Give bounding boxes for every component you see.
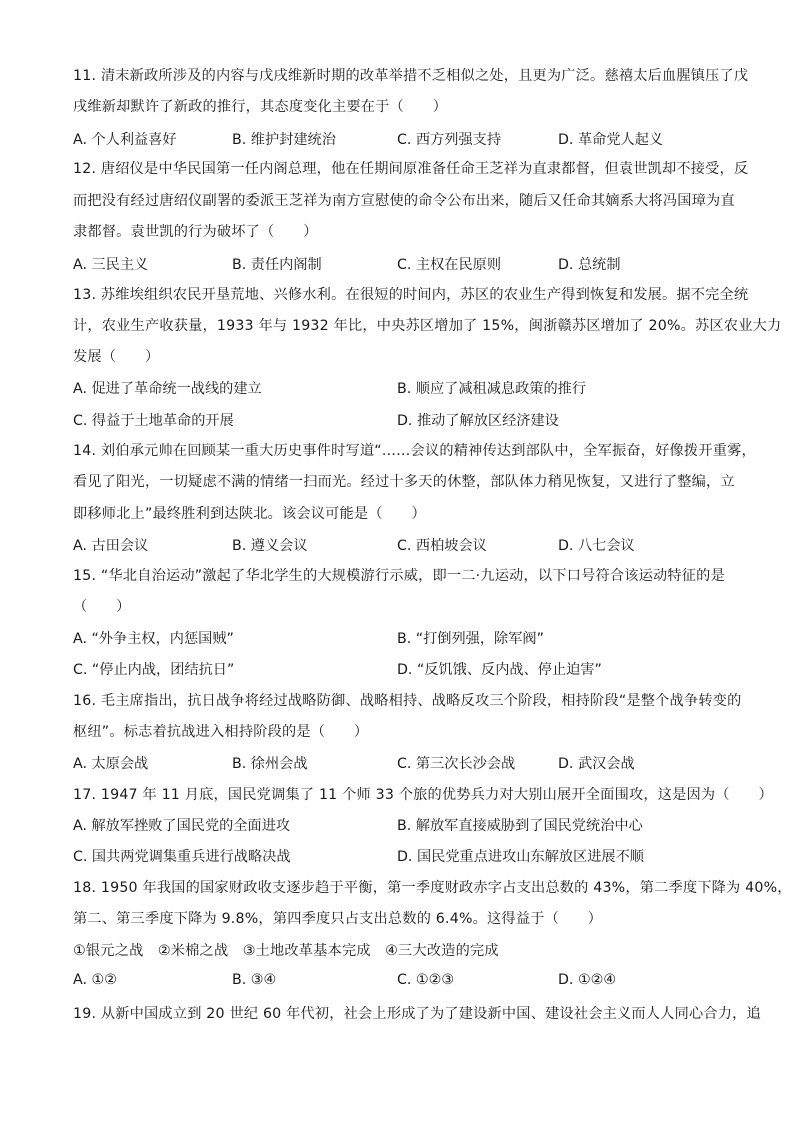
option-b: B. 维护封建统治 xyxy=(232,132,336,148)
option-d: D. 八七会议 xyxy=(558,538,635,554)
option-c: C. “停止内战，团结抗日” xyxy=(73,662,235,678)
option-a: A. ①② xyxy=(73,972,117,988)
option-b: B. “打倒列强，除军阀” xyxy=(397,631,544,647)
option-d: D. 推动了解放区经济建设 xyxy=(397,413,559,429)
option-a: A. 三民主义 xyxy=(73,257,149,273)
option-a: A. 太原会战 xyxy=(73,756,149,772)
question-stem: 13. 苏维埃组织农民开垦荒地、兴修水利。在很短的时间内，苏区的农业生产得到恢复和发展。据不完全统 xyxy=(73,287,749,303)
question-stem: 发展（ ） xyxy=(73,349,160,365)
question-stem: 戌维新却默许了新政的推行，其态度变化主要在于（ ） xyxy=(73,99,448,115)
option-c: C. 国共两党调集重兵进行战略决战 xyxy=(73,849,291,865)
option-c: C. 西方列强支持 xyxy=(397,132,502,148)
option-d: D. 武汉会战 xyxy=(558,756,635,772)
option-a: A. 解放军挫败了国民党的全面进攻 xyxy=(73,818,291,834)
question-stem: 15. “华北自治运动”激起了华北学生的大规模游行示威，即一二·九运动，以下口号符合该运动特征的是 xyxy=(73,568,725,584)
question-stem: 即移师北上”最终胜利到达陕北。该会议可能是（ ） xyxy=(73,506,426,522)
question-stem: 计，农业生产收获量，1933 年与 1932 年比，中央苏区增加了 15%，闽浙赣苏区增加了 20%。苏区农业大力 xyxy=(73,318,782,334)
option-a: A. 促进了革命统一战线的建立 xyxy=(73,381,262,397)
question-stem: 16. 毛主席指出，抗日战争将经过战略防御、战略相持、战略反攻三个阶段，相持阶段“是整个战争转变的 xyxy=(73,693,742,709)
question-stem: 17. 1947 年 11 月底，国民党调集了 11 个师 33 个旅的优势兵力对大别山展开全面围攻，这是因为（ ） xyxy=(73,787,773,803)
question-stem: 12. 唐绍仪是中华民国第一任内阁总理，他在任期间原准备任命王芝祥为直隶都督，但袁世凯却不接受，反 xyxy=(73,161,749,177)
option-d: D. 革命党人起义 xyxy=(558,132,664,148)
option-c: C. ①②③ xyxy=(397,972,455,988)
option-c: C. 主权在民原则 xyxy=(397,257,502,273)
option-b: B. 顺应了减租减息政策的推行 xyxy=(397,381,587,397)
option-b: B. 解放军直接威胁到了国民党统治中心 xyxy=(397,818,643,834)
option-b: B. 遵义会议 xyxy=(232,538,308,554)
question-stem: 隶都督。袁世凯的行为破坏了（ ） xyxy=(73,224,318,240)
option-a: A. 古田会议 xyxy=(73,538,149,554)
option-b: B. 徐州会战 xyxy=(232,756,308,772)
question-stem: 19. 从新中国成立到 20 世纪 60 年代初，社会上形成了为了建设新中国、建设社会主义而人人同心合力，追 xyxy=(73,1006,761,1022)
question-stem: 枢纽”。标志着抗战进入相持阶段的是（ ） xyxy=(73,724,369,740)
question-stem: 看见了阳光，一切疑虑不满的情绪一扫而光。经过十多天的休整，部队体力稍见恢复，又进行了整编，立 xyxy=(73,474,735,490)
option-c: C. 得益于土地革命的开展 xyxy=(73,413,234,429)
option-d: D. 总统制 xyxy=(558,257,621,273)
question-stem: 14. 刘伯承元帅在回顾某一重大历史事件时写道“……会议的精神传达到部队中，全军振奋，好像拨开重雾， xyxy=(73,443,756,459)
option-d: D. 国民党重点进攻山东解放区进展不顺 xyxy=(397,849,644,865)
question-stem: 18. 1950 年我国的国家财政收支逐步趋于平衡，第一季度财政赤字占支出总数的 43%，第二季度下降为 40%， xyxy=(73,880,792,896)
option-c: C. 第三次长沙会战 xyxy=(397,756,516,772)
option-d: D. “反饥饿、反内战、停止迫害” xyxy=(397,662,602,678)
question-stem: 第二、第三季度下降为 9.8%，第四季度只占支出总数的 6.4%。这得益于（ ） xyxy=(73,911,603,927)
question-stem: 而把没有经过唐绍仪副署的委派王芝祥为南方宣慰使的命令公布出来，随后又任命其嫡系大将冯国璋为直 xyxy=(73,193,735,209)
question-statements: ①银元之战 ②米棉之战 ③土地改革基本完成 ④三大改造的完成 xyxy=(73,943,499,959)
option-c: C. 西柏坡会议 xyxy=(397,538,487,554)
option-a: A. 个人利益喜好 xyxy=(73,132,177,148)
question-stem: （ ） xyxy=(73,599,131,615)
option-b: B. ③④ xyxy=(232,972,277,988)
option-a: A. “外争主权，内惩国贼” xyxy=(73,631,234,647)
option-b: B. 责任内阁制 xyxy=(232,257,322,273)
option-d: D. ①②④ xyxy=(558,972,617,988)
question-stem: 11. 清末新政所涉及的内容与戊戌维新时期的改革举措不乏相似之处，且更为广泛。慈禧太后血腥镇压了戊 xyxy=(73,68,749,84)
